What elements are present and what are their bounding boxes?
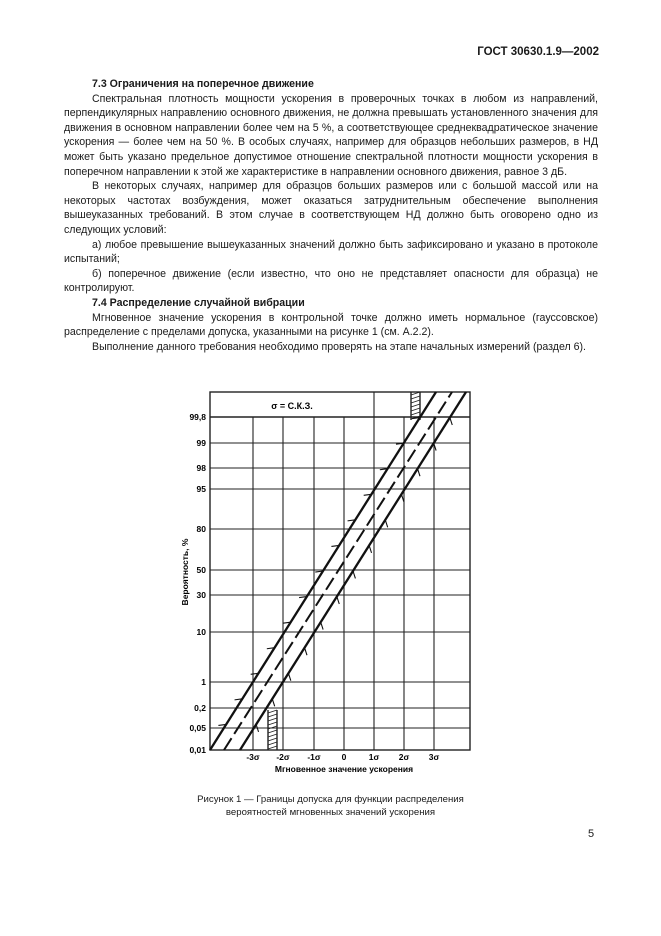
lower-hatch-stroke: [268, 710, 277, 713]
lower-limit-tick: [450, 418, 452, 425]
lower-limit-tick: [321, 622, 323, 629]
lower-hatch-stroke: [268, 738, 277, 741]
x-tick-label: 2σ: [398, 752, 410, 762]
upper-hatch-stroke: [411, 408, 420, 411]
upper-hatch-stroke: [411, 400, 420, 403]
lower-limit-tick: [385, 520, 387, 527]
x-axis-title: Мгновенное значение ускорения: [274, 764, 414, 774]
section-heading: 7.4 Распределение случайной вибрации: [92, 296, 305, 309]
lower-limit-tick: [369, 545, 371, 552]
document-header: ГОСТ 30630.1.9—2002: [477, 46, 599, 58]
lower-hatch-stroke: [268, 714, 277, 717]
y-tick-label: 0,01: [189, 745, 206, 755]
y-tick-label: 0,2: [194, 703, 206, 713]
paragraph: Мгновенное значение ускорения в контрольной точке должно иметь нормальное (гауссовское) распределение с пределами допуска, указанными на рисунке 1 (см. А.2.2).: [64, 311, 598, 339]
caption-line-1: Рисунок 1 — Границы допуска для функции распределения: [197, 794, 464, 805]
lower-limit-tick: [272, 699, 274, 706]
paragraph: а) любое превышение вышеуказанных значений должно быть зафиксировано и указано в протоколе испытаний;: [64, 238, 598, 266]
paragraph: б) поперечное движение (если известно, что оно не представляет опасности для образца) не контролируют.: [64, 267, 598, 295]
lower-limit-tick: [353, 571, 355, 578]
x-tick-label: -1σ: [307, 752, 321, 762]
y-tick-label: 0,05: [189, 723, 206, 733]
upper-hatch-stroke: [411, 396, 420, 399]
paragraph: В некоторых случаях, например для образцов больших размеров или с большой массой или на некоторых частотах возбуждения, может оказаться затруднительным обеспечение выполнения вышеуказанных требований. В этом случае в соответствующем НД должно быть оговорено одно из следующих условий:: [64, 180, 598, 236]
y-tick-label: 1: [201, 677, 206, 687]
x-tick-label: -2σ: [276, 752, 290, 762]
y-tick-label: 10: [196, 627, 206, 637]
lower-hatch-stroke: [268, 718, 277, 721]
y-tick-label: 99: [196, 438, 206, 448]
paragraph: Спектральная плотность мощности ускорения в проверочных точках в любом из направлений, перпендикулярных направлению основного движения, не должна превышать установленного значения для движения в основном направлении более чем на 5 %, а соответствующее среднеквадратическое значение ускорения — более чем на 50 %. В особых случаях, например для образцов небольших размеров, в НД может быть указано предельное допустимое отношение спектральной плотности мощности ускорения в поперечном направлении к этой же характеристике в направлении основного движения, равное 3 дБ.: [64, 92, 598, 178]
x-tick-label: 3σ: [428, 752, 440, 762]
nominal-distribution-line: [224, 392, 452, 750]
lower-hatch-stroke: [268, 742, 277, 745]
y-tick-label: 50: [196, 565, 206, 575]
caption-line-2: вероятностей мгновенных значений ускорения: [225, 806, 436, 818]
lower-hatch-stroke: [268, 722, 277, 725]
y-axis-title: Вероятность, %: [180, 538, 190, 606]
page-number: 5: [588, 828, 595, 840]
lower-limit-tick: [418, 469, 420, 476]
upper-hatch-stroke: [411, 404, 420, 407]
lower-limit-tick: [337, 597, 339, 604]
x-tick-label: 0: [341, 752, 347, 762]
lower-limit-tick: [288, 673, 290, 680]
y-tick-label: 80: [196, 524, 206, 534]
y-tick-label: 98: [196, 463, 206, 473]
y-tick-label: 95: [196, 484, 206, 494]
axis-labels: [180, 401, 439, 774]
y-tick-label: 30: [196, 590, 206, 600]
lower-hatch-stroke: [268, 730, 277, 733]
lower-hatch-stroke: [268, 734, 277, 737]
section-heading: 7.3 Ограничения на поперечное движение: [92, 78, 314, 90]
legend-text: σ = С.К.З.: [271, 401, 313, 411]
lower-hatch-stroke: [268, 746, 277, 749]
upper-hatch-stroke: [411, 412, 420, 415]
lower-limit-tick: [305, 648, 307, 655]
y-tick-label: 99,8: [189, 412, 206, 422]
x-tick-label: 1σ: [368, 752, 380, 762]
x-tick-label: -3σ: [246, 752, 260, 762]
tolerance-lines: [210, 392, 466, 750]
figure-caption: [0, 794, 661, 819]
paragraph: Выполнение данного требования необходимо проверять на этапе начальных измерений (раздел 6).: [92, 340, 586, 353]
